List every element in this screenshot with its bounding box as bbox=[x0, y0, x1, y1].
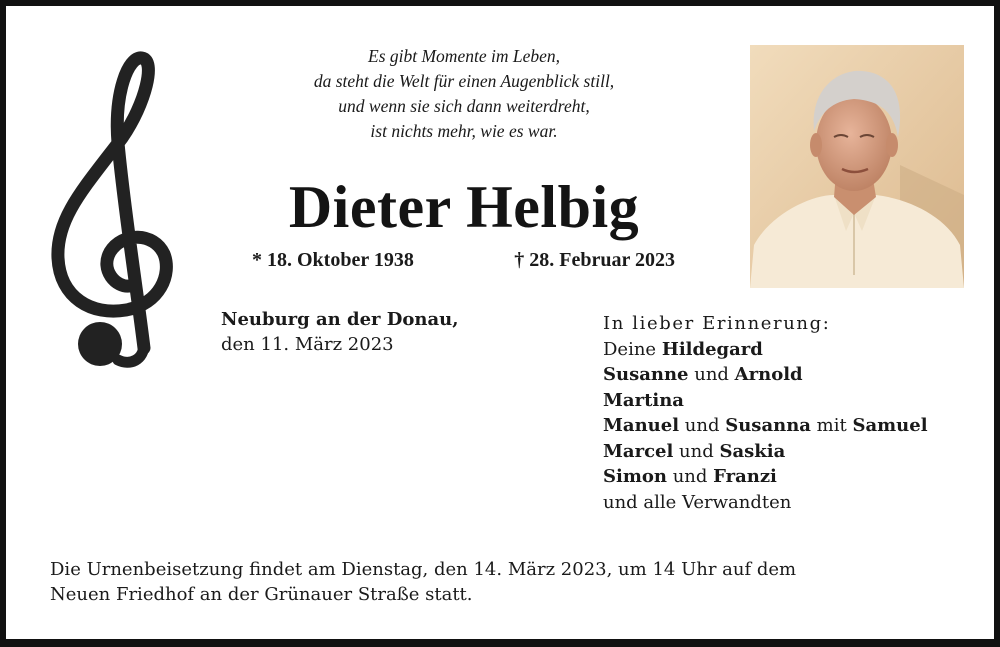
life-dates bbox=[242, 247, 687, 273]
mourner-text: und alle Verwandten bbox=[603, 491, 792, 513]
funeral-line: Neuen Friedhof an der Grünauer Straße statt. bbox=[50, 584, 473, 605]
place-city: Neuburg an der Donau, bbox=[221, 309, 459, 330]
mourner-name: Samuel bbox=[852, 415, 928, 436]
mourner-name: Susanne bbox=[603, 364, 689, 385]
funeral-notice bbox=[50, 557, 950, 607]
memorial-poem bbox=[228, 44, 700, 144]
mourner-line bbox=[603, 337, 973, 363]
mourner-text: Deine bbox=[603, 338, 662, 360]
mourner-name: Hildegard bbox=[661, 338, 763, 360]
funeral-line: Die Urnenbeisetzung findet am Dienstag, den 14. März 2023, um 14 Uhr auf dem bbox=[50, 559, 797, 580]
mourner-name: Susanna bbox=[725, 415, 811, 436]
mourner-name: Franzi bbox=[713, 466, 777, 487]
mourner-text: mit bbox=[810, 415, 853, 436]
notice-date: den 11. März 2023 bbox=[221, 334, 394, 355]
mourner-text: und bbox=[688, 364, 735, 385]
mourner-name: Saskia bbox=[719, 440, 786, 462]
poem-line: und wenn sie sich dann weiterdreht, bbox=[338, 96, 590, 116]
death-date: † 28. Februar 2023 bbox=[514, 249, 675, 271]
mourner-name: Arnold bbox=[734, 364, 803, 385]
poem-line: Es gibt Momente im Leben, bbox=[368, 46, 560, 66]
treble-clef-icon bbox=[44, 48, 182, 370]
mourners-intro: In lieber Erinnerung: bbox=[603, 313, 831, 334]
portrait-photo bbox=[750, 45, 964, 288]
mourner-name: Simon bbox=[603, 466, 667, 487]
mourner-name: Marcel bbox=[603, 440, 674, 462]
mourner-name: Martina bbox=[603, 389, 684, 411]
mourner-text: und bbox=[666, 466, 714, 487]
mourner-name: Manuel bbox=[603, 415, 680, 436]
mourner-line bbox=[603, 362, 973, 388]
mourner-line bbox=[603, 388, 973, 414]
birth-date: * 18. Oktober 1938 bbox=[252, 249, 414, 271]
mourner-line bbox=[603, 464, 973, 490]
mourner-text: und bbox=[679, 415, 726, 436]
mourners-list bbox=[603, 311, 973, 515]
place-and-date bbox=[221, 307, 561, 357]
deceased-name: Dieter Helbig bbox=[288, 174, 640, 240]
poem-line: da steht die Welt für einen Augenblick still, bbox=[313, 71, 615, 91]
poem-line: ist nichts mehr, wie es war. bbox=[370, 121, 558, 141]
mourner-line bbox=[603, 413, 973, 439]
mourner-line bbox=[603, 439, 973, 465]
mourner-text: und bbox=[673, 440, 720, 462]
mourner-line bbox=[603, 490, 973, 516]
